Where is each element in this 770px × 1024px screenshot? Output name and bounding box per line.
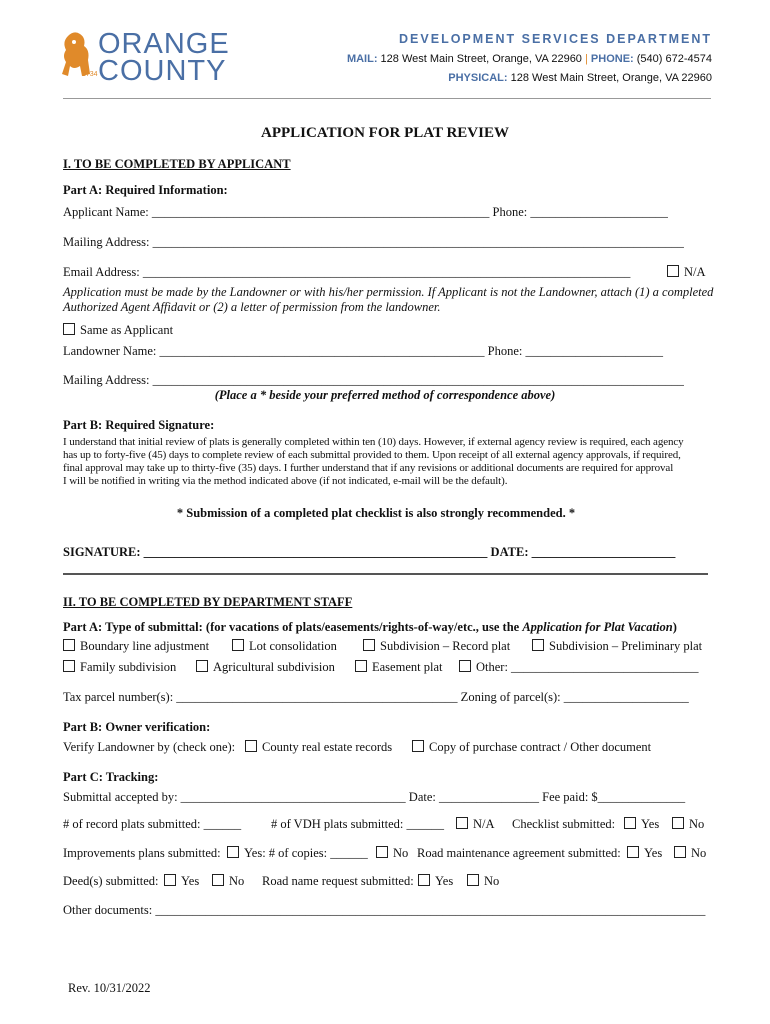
type-boundary-line[interactable] [63,639,209,654]
type-label: Easement plat [372,660,443,674]
improvements-yes-option[interactable] [227,846,368,861]
checkbox[interactable] [245,740,257,752]
checkbox[interactable] [355,660,367,672]
same-as-applicant-label: Same as Applicant [80,323,174,337]
sig-para-line-1: I understand that initial review of plats is generally completed within ten (10) days. However, if external agency review is required, each agency [63,436,684,448]
same-as-applicant-option[interactable] [63,323,173,338]
option-label: County real estate records [262,740,393,754]
submittal-accepted-field[interactable]: Submittal accepted by: ____________________________________ Date: ________________ Fee paid: $______________ [63,790,686,804]
checkbox[interactable] [672,817,684,829]
checkbox[interactable] [467,874,479,886]
option-label: No [484,874,500,888]
sig-para-line-3: final approval may take up to thirty-five (35) days. I further understand that if any revisions or additional documents are required for approval [63,462,674,474]
mailing-address-field[interactable]: Mailing Address: _____________________________________________________________________________________ [63,235,684,249]
tracking-heading: Part C: Tracking: [63,770,159,784]
logo-year: 1734 [82,71,98,78]
checkbox[interactable] [532,639,544,651]
landowner-name-field[interactable]: Landowner Name: ____________________________________________________ Phone: ______________________ [63,344,663,358]
type-subdivision-preliminary[interactable] [532,639,702,654]
type-other[interactable] [459,660,699,675]
checkbox[interactable] [412,740,424,752]
part-a-pre: Part A: Type of submittal: (for vacations of plats/easements/rights-of-way/etc., use the [63,620,523,634]
applicant-note-1: Application must be made by the Landowner or with his/her permission. If Applicant is not the Landowner, attach (1) a completed [63,285,714,299]
part-a-heading: Part A: Required Information: [63,183,228,197]
option-label: Yes: # of copies: ______ [244,846,368,860]
correspondence-note: (Place a * beside your preferred method of correspondence above) [214,388,556,402]
option-label: Yes [644,846,663,860]
part-b-heading: Part B: Required Signature: [63,418,215,432]
physical-address: 128 West Main Street, Orange, VA 22960 [510,72,712,84]
checkbox[interactable] [227,846,239,858]
applicant-name-field[interactable]: Applicant Name: ______________________________________________________ Phone: ______________________ [63,205,668,219]
part-a-post: ) [672,620,677,634]
type-label: Family subdivision [80,660,177,674]
na-checkbox[interactable] [667,265,679,277]
checkbox[interactable] [63,660,75,672]
checkbox[interactable] [624,817,636,829]
type-easement-plat[interactable] [355,660,442,675]
type-subdivision-record[interactable] [363,639,510,654]
type-lot-consolidation[interactable] [232,639,337,654]
page-title: APPLICATION FOR PLAT REVIEW [261,125,509,141]
checkbox[interactable] [63,639,75,651]
type-agricultural-subdivision[interactable] [196,660,335,675]
checklist-no-option[interactable] [672,817,704,832]
phone-label: PHONE: [590,53,634,65]
checklist-note: * Submission of a completed plat checklist is also strongly recommended. * [176,506,576,520]
option-label: No [691,846,707,860]
type-of-submittal-heading [63,620,677,635]
mail-address: 128 West Main Street, Orange, VA 22960 [380,53,582,65]
checklist-yes-option[interactable] [624,817,659,832]
checklist-submitted-label: Checklist submitted: [512,817,616,831]
signature-date-field[interactable]: SIGNATURE: _______________________________________________________ DATE: _______________________ [63,545,676,559]
option-label: Yes [641,817,660,831]
email-na-option[interactable] [667,265,706,280]
option-label: Yes [435,874,454,888]
mail-label: MAIL: [346,53,378,65]
tax-parcel-field[interactable]: Tax parcel number(s): _____________________________________________ Zoning of parcel(s): ____________________ [63,690,689,704]
road-name-no-option[interactable] [467,874,499,889]
physical-line [448,72,712,84]
deeds-label: Deed(s) submitted: [63,874,159,888]
option-label: Yes [181,874,200,888]
checkbox[interactable] [232,639,244,651]
type-label: Agricultural subdivision [213,660,335,674]
checkbox[interactable] [456,817,468,829]
verify-label: Verify Landowner by (check one): [63,740,236,754]
road-maintenance-label: Road maintenance agreement submitted: [417,846,621,860]
vdh-plats-field[interactable]: # of VDH plats submitted: ______ [271,817,445,831]
same-as-applicant-checkbox[interactable] [63,323,75,335]
landowner-mailing-field[interactable]: Mailing Address: _____________________________________________________________________________________ [63,373,684,387]
checkbox[interactable] [674,846,686,858]
road-maintenance-yes-option[interactable] [627,846,662,861]
other-documents-field[interactable]: Other documents: ________________________________________________________________________________________ [63,903,706,917]
mail-line [347,53,712,65]
option-label: Copy of purchase contract / Other document [429,740,652,754]
improvements-label: Improvements plans submitted: [63,846,221,860]
checkbox[interactable] [363,639,375,651]
road-maintenance-no-option[interactable] [674,846,706,861]
type-label: Subdivision – Preliminary plat [549,639,703,653]
checkbox[interactable] [627,846,639,858]
checkbox[interactable] [376,846,388,858]
revision-date: Rev. 10/31/2022 [68,981,151,995]
plat-vacation-application: Application for Plat Vacation [522,620,673,634]
phone-number: (540) 672-4574 [636,53,712,65]
checkbox[interactable] [459,660,471,672]
section-divider [63,573,708,575]
header-divider [63,98,711,99]
section-2-heading: II. TO BE COMPLETED BY DEPARTMENT STAFF [63,595,353,609]
section-1-heading: I. TO BE COMPLETED BY APPLICANT [63,157,291,171]
checkbox[interactable] [418,874,430,886]
type-label: Subdivision – Record plat [380,639,511,653]
sig-para-line-2: has up to forty-five (45) days to complete review of each submittal provided to them. Upon receipt of all external agency approvals, if required, [63,449,681,461]
email-address-field[interactable]: Email Address: ______________________________________________________________________________ [63,265,631,279]
checkbox[interactable] [212,874,224,886]
logo-orange-text: ORANGE [98,28,230,60]
option-label: No [229,874,245,888]
vdh-na-option[interactable] [456,817,495,832]
verify-purchase-contract[interactable] [412,740,651,755]
logo-county-text: COUNTY [98,55,227,87]
type-family-subdivision[interactable] [63,660,176,675]
county-logo [60,30,240,86]
department-name: DEVELOPMENT SERVICES DEPARTMENT [399,32,712,46]
option-label: No [393,846,409,860]
improvements-no-option[interactable] [376,846,408,861]
type-label: Lot consolidation [249,639,337,653]
checkbox[interactable] [196,660,208,672]
record-plats-field[interactable]: # of record plats submitted: ______ [63,817,242,831]
checkbox[interactable] [164,874,176,886]
sig-para-line-4: I will be notified in writing via the method indicated above (if not indicated, e-mail will be the default). [63,475,508,487]
road-name-yes-option[interactable] [418,874,453,889]
na-label: N/A [684,265,706,279]
road-name-label: Road name request submitted: [262,874,414,888]
applicant-note-2: Authorized Agent Affidavit or (2) a letter of permission from the landowner. [63,300,441,314]
owner-verification-heading: Part B: Owner verification: [63,720,211,734]
type-label: Other: ______________________________ [476,660,699,674]
option-label: No [689,817,705,831]
type-label: Boundary line adjustment [80,639,210,653]
verify-county-records[interactable] [245,740,392,755]
separator: | [585,53,588,65]
deeds-yes-option[interactable] [164,874,199,889]
option-label: N/A [473,817,495,831]
physical-label: PHYSICAL: [448,72,508,84]
deeds-no-option[interactable] [212,874,244,889]
